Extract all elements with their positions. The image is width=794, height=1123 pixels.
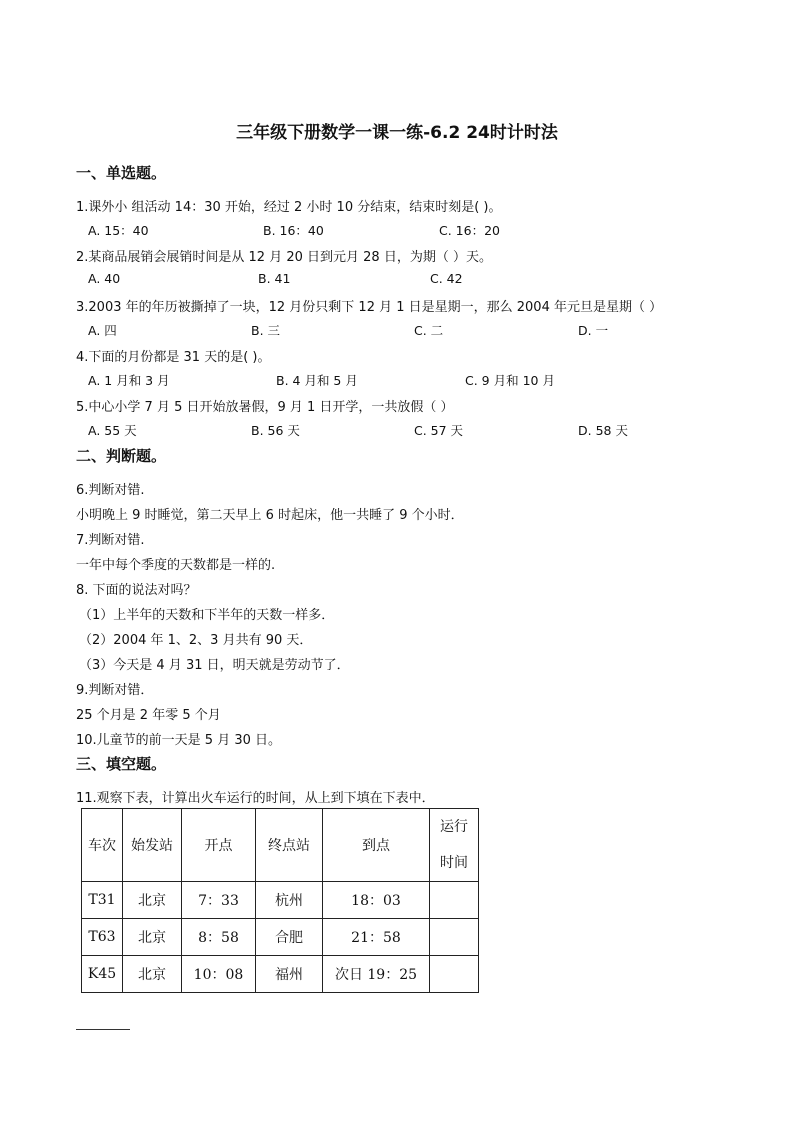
answer-blank-line: [76, 1029, 130, 1030]
table-row: [82, 919, 479, 956]
q2-option-a: A. 40: [88, 271, 121, 286]
q2-option-b: B. 41: [258, 271, 291, 286]
q4-option-c: C. 9 月和 10 月: [465, 373, 555, 388]
question-6-body: 小明晚上 9 时睡觉，第二天早上 6 时起床，他一共睡了 9 个小时．: [76, 508, 464, 523]
question-9-body: 25 个月是 2 年零 5 个月: [76, 708, 221, 723]
question-4: 4.下面的月份都是 31 天的是( )。: [76, 350, 271, 365]
header-arrival-time: 到点: [323, 809, 430, 882]
header-run-time: [430, 809, 479, 882]
cell-terminal: 杭州: [256, 882, 323, 919]
question-10: 10.儿童节的前一天是 5 月 30 日。: [76, 733, 282, 748]
q3-option-a: A. 四: [88, 323, 117, 338]
q4-option-a: A. 1 月和 3 月: [88, 373, 170, 388]
cell-train-number: T63: [82, 919, 123, 956]
cell-arrival: 21：58: [323, 919, 430, 956]
header-run-time-line-2: 时间: [440, 855, 468, 871]
table-row: [82, 882, 479, 919]
table-header-row: [82, 809, 479, 882]
question-9-head: 9.判断对错．: [76, 683, 154, 698]
page-title: 三年级下册数学一课一练-6.2 24时计时法: [236, 123, 558, 143]
cell-train-number: T31: [82, 882, 123, 919]
cell-terminal: 福州: [256, 956, 323, 993]
header-terminal-station: 终点站: [256, 809, 323, 882]
header-run-time-line-1: 运行: [440, 819, 468, 835]
question-7-head: 7.判断对错.: [76, 533, 145, 548]
cell-terminal: 合肥: [256, 919, 323, 956]
question-11: 11.观察下表，计算出火车运行的时间，从上到下填在下表中．: [76, 791, 435, 806]
cell-arrival: 18：03: [323, 882, 430, 919]
cell-origin: 北京: [123, 919, 182, 956]
header-origin-station: 始发站: [123, 809, 182, 882]
cell-departure: 10：08: [182, 956, 256, 993]
train-timetable: [81, 808, 479, 993]
q1-option-b: B. 16：40: [263, 223, 324, 238]
cell-origin: 北京: [123, 956, 182, 993]
q5-option-d: D. 58 天: [578, 423, 628, 438]
question-8-item-1: （1）上半年的天数和下半年的天数一样多．: [79, 608, 335, 623]
header-departure-time: 开点: [182, 809, 256, 882]
q3-option-b: B. 三: [251, 323, 281, 338]
q3-option-d: D. 一: [578, 323, 609, 338]
cell-arrival: 次日 19：25: [323, 956, 430, 993]
header-train-number: 车次: [82, 809, 123, 882]
cell-run-time-answer[interactable]: [430, 956, 479, 993]
cell-train-number: K45: [82, 956, 123, 993]
question-3: 3.2003 年的年历被撕掉了一块，12 月份只剩下 12 月 1 日是星期一，那么 2004 年元旦是星期（ ）: [76, 300, 663, 315]
q5-option-b: B. 56 天: [251, 423, 300, 438]
cell-departure: 8：58: [182, 919, 256, 956]
question-1: 1.课外小 组活动 14：30 开始，经过 2 小时 10 分结束，结束时刻是( )。: [76, 200, 502, 215]
q2-option-c: C. 42: [430, 271, 463, 286]
q1-option-a: A. 15：40: [88, 223, 149, 238]
cell-run-time-answer[interactable]: [430, 882, 479, 919]
q3-option-c: C. 二: [414, 323, 444, 338]
question-2: 2.某商品展销会展销时间是从 12 月 20 日到元月 28 日，为期（ ）天。: [76, 250, 492, 265]
q1-option-c: C. 16：20: [439, 223, 500, 238]
q4-option-b: B. 4 月和 5 月: [276, 373, 358, 388]
q5-option-a: A. 55 天: [88, 423, 137, 438]
section-heading-single-choice: 一、单选题。: [76, 164, 167, 182]
q5-option-c: C. 57 天: [414, 423, 464, 438]
question-8-item-3: （3）今天是 4 月 31 日，明天就是劳动节了．: [79, 658, 350, 673]
question-5: 5.中心小学 7 月 5 日开始放暑假，9 月 1 日开学，一共放假（ ）: [76, 400, 454, 415]
cell-run-time-answer[interactable]: [430, 919, 479, 956]
table-row: [82, 956, 479, 993]
question-6-head: 6.判断对错.: [76, 483, 145, 498]
section-heading-fill-in: 三、填空题。: [76, 755, 167, 773]
cell-departure: 7：33: [182, 882, 256, 919]
cell-origin: 北京: [123, 882, 182, 919]
question-8-head: 8. 下面的说法对吗？: [76, 583, 197, 598]
section-heading-true-false: 二、判断题。: [76, 447, 167, 465]
question-8-item-2: （2）2004 年 1、2、3 月共有 90 天．: [79, 633, 313, 648]
question-7-body: 一年中每个季度的天数都是一样的.: [76, 558, 276, 573]
